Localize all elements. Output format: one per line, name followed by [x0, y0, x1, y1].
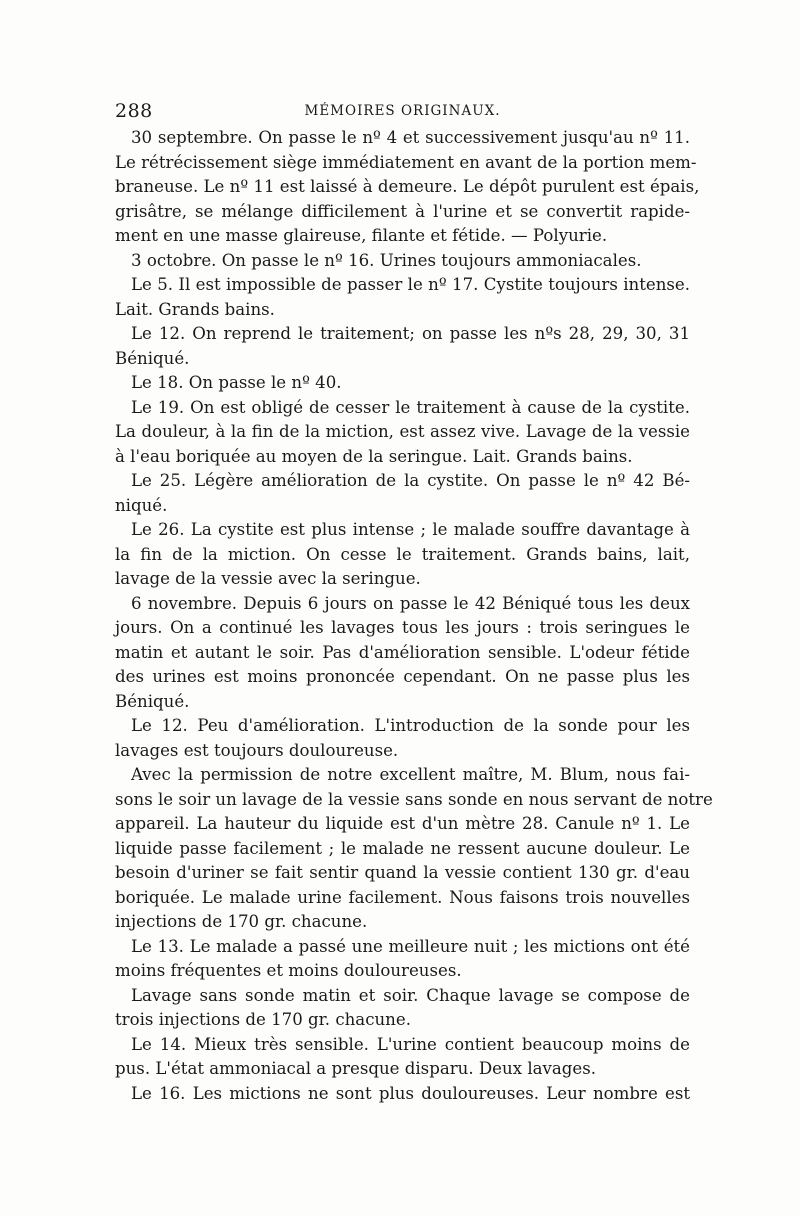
text-line: niqué. [115, 495, 168, 515]
text-line: lavages est toujours douloureuse. [115, 740, 399, 760]
text-line: matin et autant le soir. Pas d'amélioration sensible. L'odeur fétide [115, 642, 690, 662]
running-head [115, 100, 690, 124]
text-line: lavage de la vessie avec la seringue. [115, 569, 421, 588]
text-line: jours. On a continué les lavages tous les jours : trois seringues le [115, 618, 690, 637]
text-line: Béniqué. [115, 691, 190, 711]
text-line: Avec la permission de notre excellent maître, M. Blum, nous fai- [131, 765, 690, 784]
text-line: injections de 170 gr. chacune. [115, 912, 368, 931]
text-line: sons le soir un lavage de la vessie sans sonde en nous servant de notre [115, 789, 713, 809]
text-line: Le 26. La cystite est plus intense ; le malade souffre davantage à [131, 520, 690, 539]
text-line: appareil. La hauteur du liquide est d'un mètre 28. Canule nº 1. Le [115, 814, 690, 833]
text-line: Le 5. Il est impossible de passer le nº 17. Cystite toujours intense. [131, 275, 690, 294]
text-line: besoin d'uriner se fait sentir quand la vessie contient 130 gr. d'eau [115, 863, 690, 882]
text-line: la fin de la miction. On cesse le traitement. Grands bains, lait, [115, 544, 690, 564]
text-line: trois injections de 170 gr. chacune. [115, 1010, 411, 1029]
text-line: Lavage sans sonde matin et soir. Chaque lavage se compose de [131, 985, 690, 1005]
text-line: des urines est moins prononcée cependant. On ne passe plus les [115, 667, 690, 686]
text-line: moins fréquentes et moins douloureuses. [115, 961, 462, 980]
text-line: Le 13. Le malade a passé une meilleure nuit ; les mictions ont été [131, 936, 690, 956]
text-line: pus. L'état ammoniacal a presque disparu. Deux lavages. [115, 1059, 597, 1078]
text-line: Le 16. Les mictions ne sont plus douloureuses. Leur nombre est [131, 1083, 690, 1103]
text-line: Le rétrécissement siège immédiatement en avant de la portion mem- [115, 152, 697, 172]
text-line: Le 19. On est obligé de cesser le traitement à cause de la cystite. [131, 397, 690, 417]
text-line: Le 12. Peu d'amélioration. L'introduction de la sonde pour les [131, 716, 690, 735]
text-line: Le 14. Mieux très sensible. L'urine contient beaucoup moins de [131, 1034, 690, 1054]
text-line: ment en une masse glaireuse, filante et fétide. — Polyurie. [115, 226, 608, 245]
text-line: à l'eau boriquée au moyen de la seringue. Lait. Grands bains. [115, 446, 633, 466]
text-line: liquide passe facilement ; le malade ne ressent aucune douleur. Le [115, 838, 690, 858]
text-line: boriquée. Le malade urine facilement. Nous faisons trois nouvelles [115, 887, 690, 907]
text-line: La douleur, à la fin de la miction, est assez vive. Lavage de la vessie [115, 422, 690, 441]
text-line: grisâtre, se mélange difficilement à l'urine et se convertit rapide- [115, 201, 690, 221]
text-line: 6 novembre. Depuis 6 jours on passe le 42 Béniqué tous les deux [131, 593, 690, 613]
text-line: 3 octobre. On passe le nº 16. Urines toujours ammoniacales. [131, 250, 642, 270]
text-line: braneuse. Le nº 11 est laissé à demeure. Le dépôt purulent est épais, [115, 177, 700, 196]
text-line: Le 25. Légère amélioration de la cystite. On passe le nº 42 Bé- [131, 471, 690, 490]
text-line: Lait. Grands bains. [115, 299, 275, 319]
text-line: Béniqué. [115, 348, 190, 368]
text-line: Le 12. On reprend le traitement; on passe les nºs 28, 29, 30, 31 [131, 324, 690, 343]
page-number: 288 [115, 100, 153, 122]
running-title: MÉMOIRES ORIGINAUX. [304, 103, 501, 119]
body-text [115, 126, 713, 1106]
text-line: Le 18. On passe le nº 40. [131, 373, 342, 392]
text-line: 30 septembre. On passe le nº 4 et successivement jusqu'au nº 11. [131, 128, 690, 147]
